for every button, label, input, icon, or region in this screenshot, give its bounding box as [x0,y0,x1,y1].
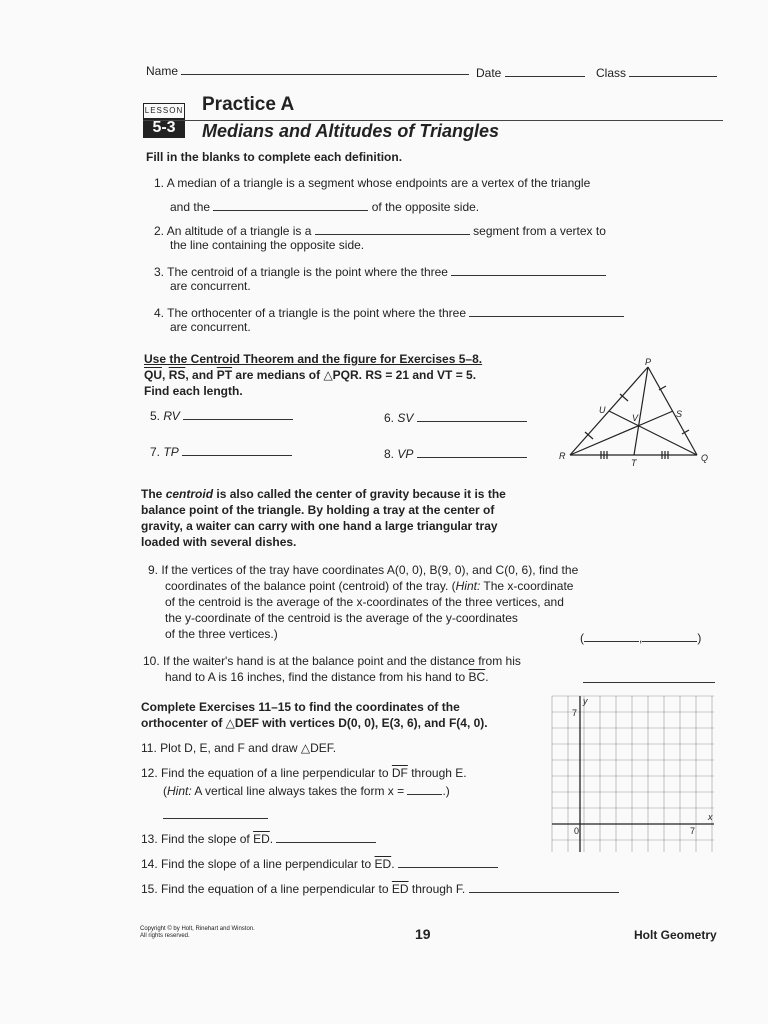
x-axis-label: x [708,812,713,822]
exercise-3-line2: are concurrent. [170,279,251,293]
class-label: Class [596,66,627,80]
answer-9-y[interactable] [642,629,697,642]
label-p: P [645,357,652,367]
section4-intro-1: Complete Exercises 11–15 to find the coordinates of the [141,700,460,714]
answer-12[interactable] [163,806,268,819]
exercise-15: 15. Find the equation of a line perpendicular to $\overline{ED}$ through F. [141,880,619,897]
exercise-2-line2: the line containing the opposite side. [170,238,365,252]
y-axis-label: y [583,696,588,706]
exercise-9: 9. If the vertices of the tray have coordinates A(0, 0), B(9, 0), and C(0, 6), find the [148,563,579,577]
exercise-9-line4: the y-coordinate of the centroid is the average of the y-coordinates [165,611,518,625]
name-label: Name [146,64,179,78]
exercise-9-line3: of the centroid is the average of the x-coordinates of the three vertices, and [165,595,564,609]
section3-intro-4: loaded with several dishes. [141,535,297,549]
exercise-14: 14. Find the slope of a line perpendicular to $\overline{ED}$. [141,855,498,872]
exercise-12-hint: (Hint: A vertical line always takes the form x = .) [163,784,450,798]
section1-instruction: Fill in the blanks to complete each definition. [146,150,403,164]
copyright: Copyright © by Holt, Rinehart and Winston. All rights reserved. [140,926,255,939]
hint-blank[interactable] [407,782,442,795]
exercise-10: 10. If the waiter's hand is at the balance point and the distance from his [143,654,521,668]
origin-label: 0 [574,826,580,836]
class-field[interactable] [629,64,717,77]
answer-15[interactable] [469,880,619,893]
label-q: Q [701,453,709,463]
exercise-4: 4. The orthocenter of a triangle is the point where the three [154,304,624,321]
x-tick-7: 7 [690,826,696,836]
answer-5[interactable] [183,407,293,420]
exercise-1: 1. A median of a triangle is a segment whose endpoints are a vertex of the triangle [154,176,591,190]
class-row [596,64,717,81]
practice-title: Practice A [202,94,295,115]
exercise-9-line2: coordinates of the balance point (centroid) of the tray. (Hint: The x-coordinate [165,579,574,593]
blank-3[interactable] [451,263,606,276]
title-rule [143,120,723,121]
exercise-10-line2: hand to A is 16 inches, find the distance from his hand to $\overline{BC}$. [165,670,489,684]
answer-14[interactable] [398,855,498,868]
exercise-6: 6. SV [384,409,527,426]
section3-intro-3: gravity, a waiter can carry with one hand a large triangular tray [141,519,498,533]
exercise-5: 5. RV [150,407,293,424]
label-u: U [599,405,606,415]
exercise-11: 11. Plot D, E, and F and draw △DEF. [141,741,337,755]
lesson-subtitle: Medians and Altitudes of Triangles [202,121,500,141]
answer-13[interactable] [276,830,376,843]
answer-9: ( , ) [580,631,702,645]
label-v: V [632,413,639,423]
label-s: S [676,409,683,419]
section4-intro-2: orthocenter of △DEF with vertices D(0, 0), E(3, 6), and F(4, 0). [141,716,488,730]
lesson-number: 5-3 [143,118,185,138]
answer-8[interactable] [417,445,527,458]
answer-6[interactable] [417,409,527,422]
blank-2[interactable] [315,222,470,235]
exercise-3: 3. The centroid of a triangle is the point where the three [154,263,606,280]
section2-find: Find each length. [144,384,243,398]
exercise-4-line2: are concurrent. [170,320,251,334]
exercise-12: 12. Find the equation of a line perpendicular to $\overline{DF}$ through E. [141,766,467,780]
label-t: T [631,458,637,468]
section3-intro-2: balance point of the triangle. By holding a tray at the center of [141,503,495,517]
name-field[interactable] [181,62,469,75]
lesson-label: LESSON [143,103,185,119]
triangle-figure [555,355,715,470]
coordinate-grid[interactable] [550,694,718,856]
label-r: R [559,451,566,461]
page-number: 19 [415,926,431,942]
exercise-9-line5: of the three vertices.) [165,627,278,641]
name-row [146,62,469,79]
date-row [476,64,585,81]
section2-instruction: Use the Centroid Theorem and the figure for Exercises 5–8. [144,352,483,366]
book-title: Holt Geometry [634,928,717,942]
y-tick-7: 7 [572,708,578,718]
exercise-2: 2. An altitude of a triangle is a segment from a vertex to [154,224,606,238]
section3-intro-1: The centroid is also called the center of gravity because it is the [141,487,506,501]
exercise-7: 7. TP [150,443,292,460]
answer-10[interactable] [583,670,715,683]
date-label: Date [476,66,502,80]
blank-1[interactable] [213,198,368,211]
section2-given: $\overline{QU}$, $\overline{RS}$, and $\overline{PT}$ are medians of △PQR. RS = 21 and VT = 5. [144,368,477,382]
exercise-13: 13. Find the slope of $\overline{ED}$. [141,830,376,847]
blank-4[interactable] [469,304,624,317]
exercise-1-line2: and the of the opposite side. [170,200,480,214]
answer-9-x[interactable] [584,629,639,642]
date-field[interactable] [505,64,585,77]
exercise-8: 8. VP [384,445,527,462]
answer-7[interactable] [182,443,292,456]
